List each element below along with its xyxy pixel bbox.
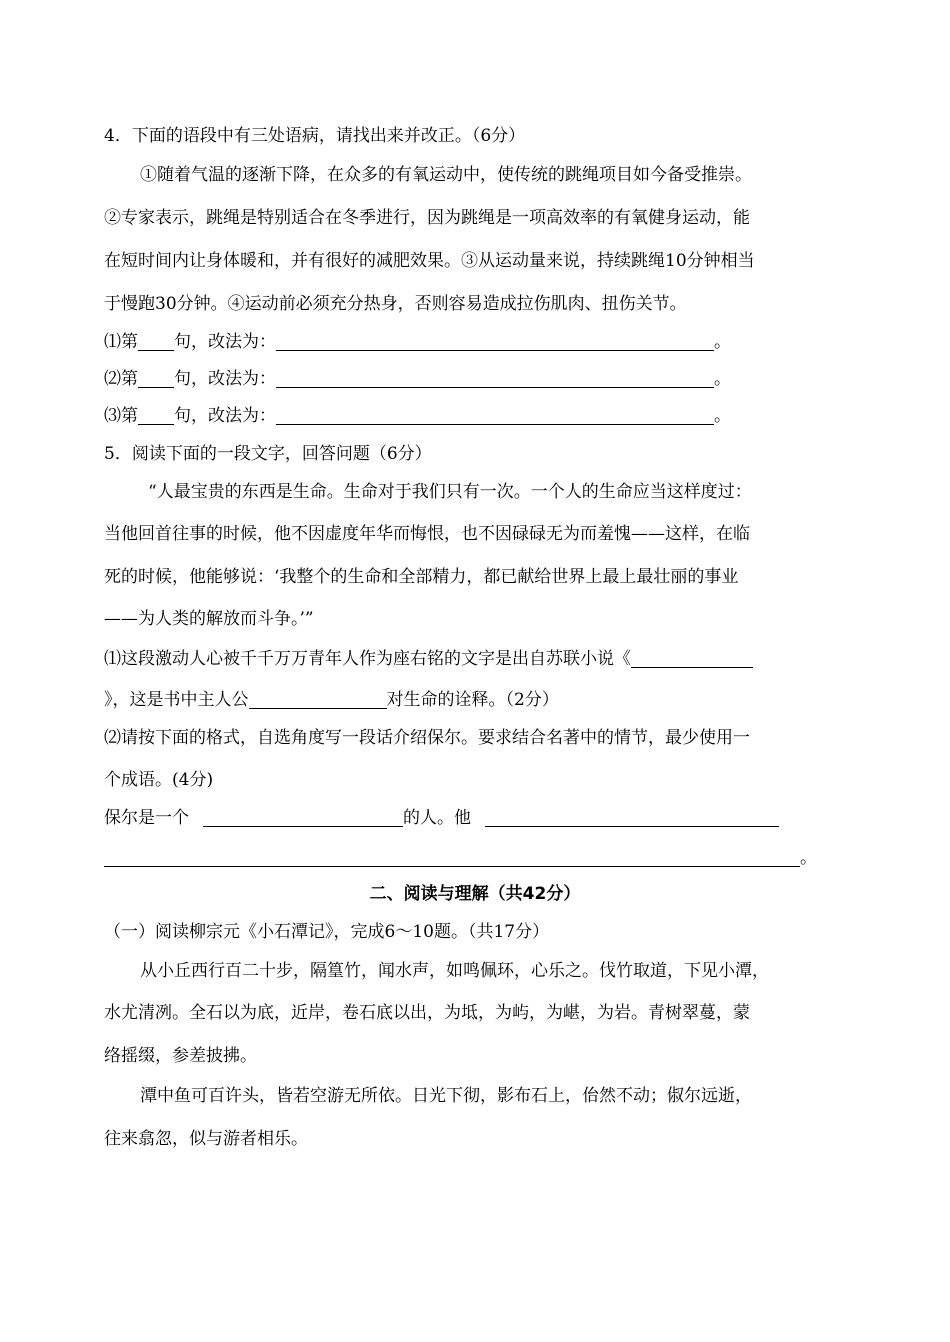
passage-line: 络摇缀，参差披拂。 [104, 1046, 257, 1066]
q5-quote-line: 死的时候，他能够说：‘我整个的生命和全部精力，都已献给世界上最上最壮丽的事业 [104, 567, 739, 587]
q5-fill-line [104, 843, 817, 868]
fill-middle: 的人。他 [403, 808, 471, 828]
item-number: ⑶第 [104, 406, 138, 426]
item-end: 。 [714, 369, 731, 389]
novel-title-blank[interactable] [631, 649, 753, 668]
q4-heading: 4．下面的语段中有三处语病，请找出来并改正。（6分） [104, 126, 526, 146]
part-heading: （一）阅读柳宗元《小石潭记》，完成6～10题。（共17分） [104, 922, 550, 942]
q5-quote-line: “人最宝贵的东西是生命。生命对于我们只有一次。一个人的生命应当这样度过： [148, 482, 752, 502]
q5-heading: 5．阅读下面的一段文字，回答问题（6分） [104, 444, 432, 464]
correction-blank[interactable] [276, 369, 714, 388]
item-number: ⑵第 [104, 369, 138, 389]
q4-para-line: 于慢跑30分钟。④运动前必须充分热身，否则容易造成拉伤肌肉、扭伤关节。 [104, 294, 687, 314]
passage-line: 从小丘西行百二十步，隔篁竹，闻水声，如鸣佩环，心乐之。伐竹取道，下见小潭， [140, 961, 769, 981]
item-label: 句，改法为： [174, 406, 276, 426]
q4-para-line: ①随着气温的逐渐下降，在众多的有氧运动中，使传统的跳绳项目如今备受推崇。 [140, 165, 752, 185]
item-number: ⑴第 [104, 332, 138, 352]
sentence-blank[interactable] [138, 332, 174, 351]
correction-blank[interactable] [276, 406, 714, 425]
item-end: 。 [714, 406, 731, 426]
q4-answer-item [104, 401, 731, 426]
q5-sub2-line: 个成语。(4分) [104, 770, 214, 790]
trait-blank[interactable] [203, 808, 403, 827]
q5-fill-line [104, 803, 779, 828]
fill-end: 。 [800, 848, 817, 868]
sentence-blank[interactable] [138, 406, 174, 425]
q5-sub1-text: ⑴这段激动人心被千千万万青年人作为座右铭的文字是出自苏联小说《 [104, 649, 631, 669]
q4-answer-item [104, 364, 731, 389]
sentence-blank[interactable] [138, 369, 174, 388]
description-blank[interactable] [485, 808, 779, 827]
item-label: 句，改法为： [174, 332, 276, 352]
q5-sub2-line: ⑵请按下面的格式，自选角度写一段话介绍保尔。要求结合名著中的情节，最少使用一 [104, 728, 750, 748]
protagonist-blank[interactable] [249, 690, 387, 709]
q5-sub1-line [104, 685, 559, 710]
section-title: 二、阅读与理解（共42分） [369, 884, 581, 904]
fill-prefix: 保尔是一个 [104, 808, 189, 828]
item-end: 。 [714, 332, 731, 352]
description-blank-continued[interactable] [104, 848, 800, 867]
q4-answer-item [104, 327, 731, 352]
q4-para-line: 在短时间内让身体暖和，并有很好的减肥效果。③从运动量来说，持续跳绳10分钟相当 [104, 251, 755, 271]
passage-line: 潭中鱼可百许头，皆若空游无所依。日光下彻，影布石上，佁然不动；俶尔远逝， [140, 1086, 752, 1106]
q5-quote-line: ——为人类的解放而斗争。’” [104, 609, 314, 629]
q5-sub1-text: 》，这是书中主人公 [104, 690, 249, 710]
q5-sub1-line [104, 644, 753, 669]
passage-line: 水尤清冽。全石以为底，近岸，卷石底以出，为坻，为屿，为嵁，为岩。青树翠蔓，蒙 [104, 1003, 750, 1023]
item-label: 句，改法为： [174, 369, 276, 389]
passage-line: 往来翕忽，似与游者相乐。 [104, 1129, 308, 1149]
q4-para-line: ②专家表示，跳绳是特别适合在冬季进行，因为跳绳是一项高效率的有氧健身运动，能 [104, 208, 750, 228]
q5-sub1-text: 对生命的诠释。（2分） [386, 690, 559, 710]
correction-blank[interactable] [276, 332, 714, 351]
q5-quote-line: 当他回首往事的时候，他不因虚度年华而悔恨，也不因碌碌无为而羞愧——这样，在临 [104, 524, 750, 544]
